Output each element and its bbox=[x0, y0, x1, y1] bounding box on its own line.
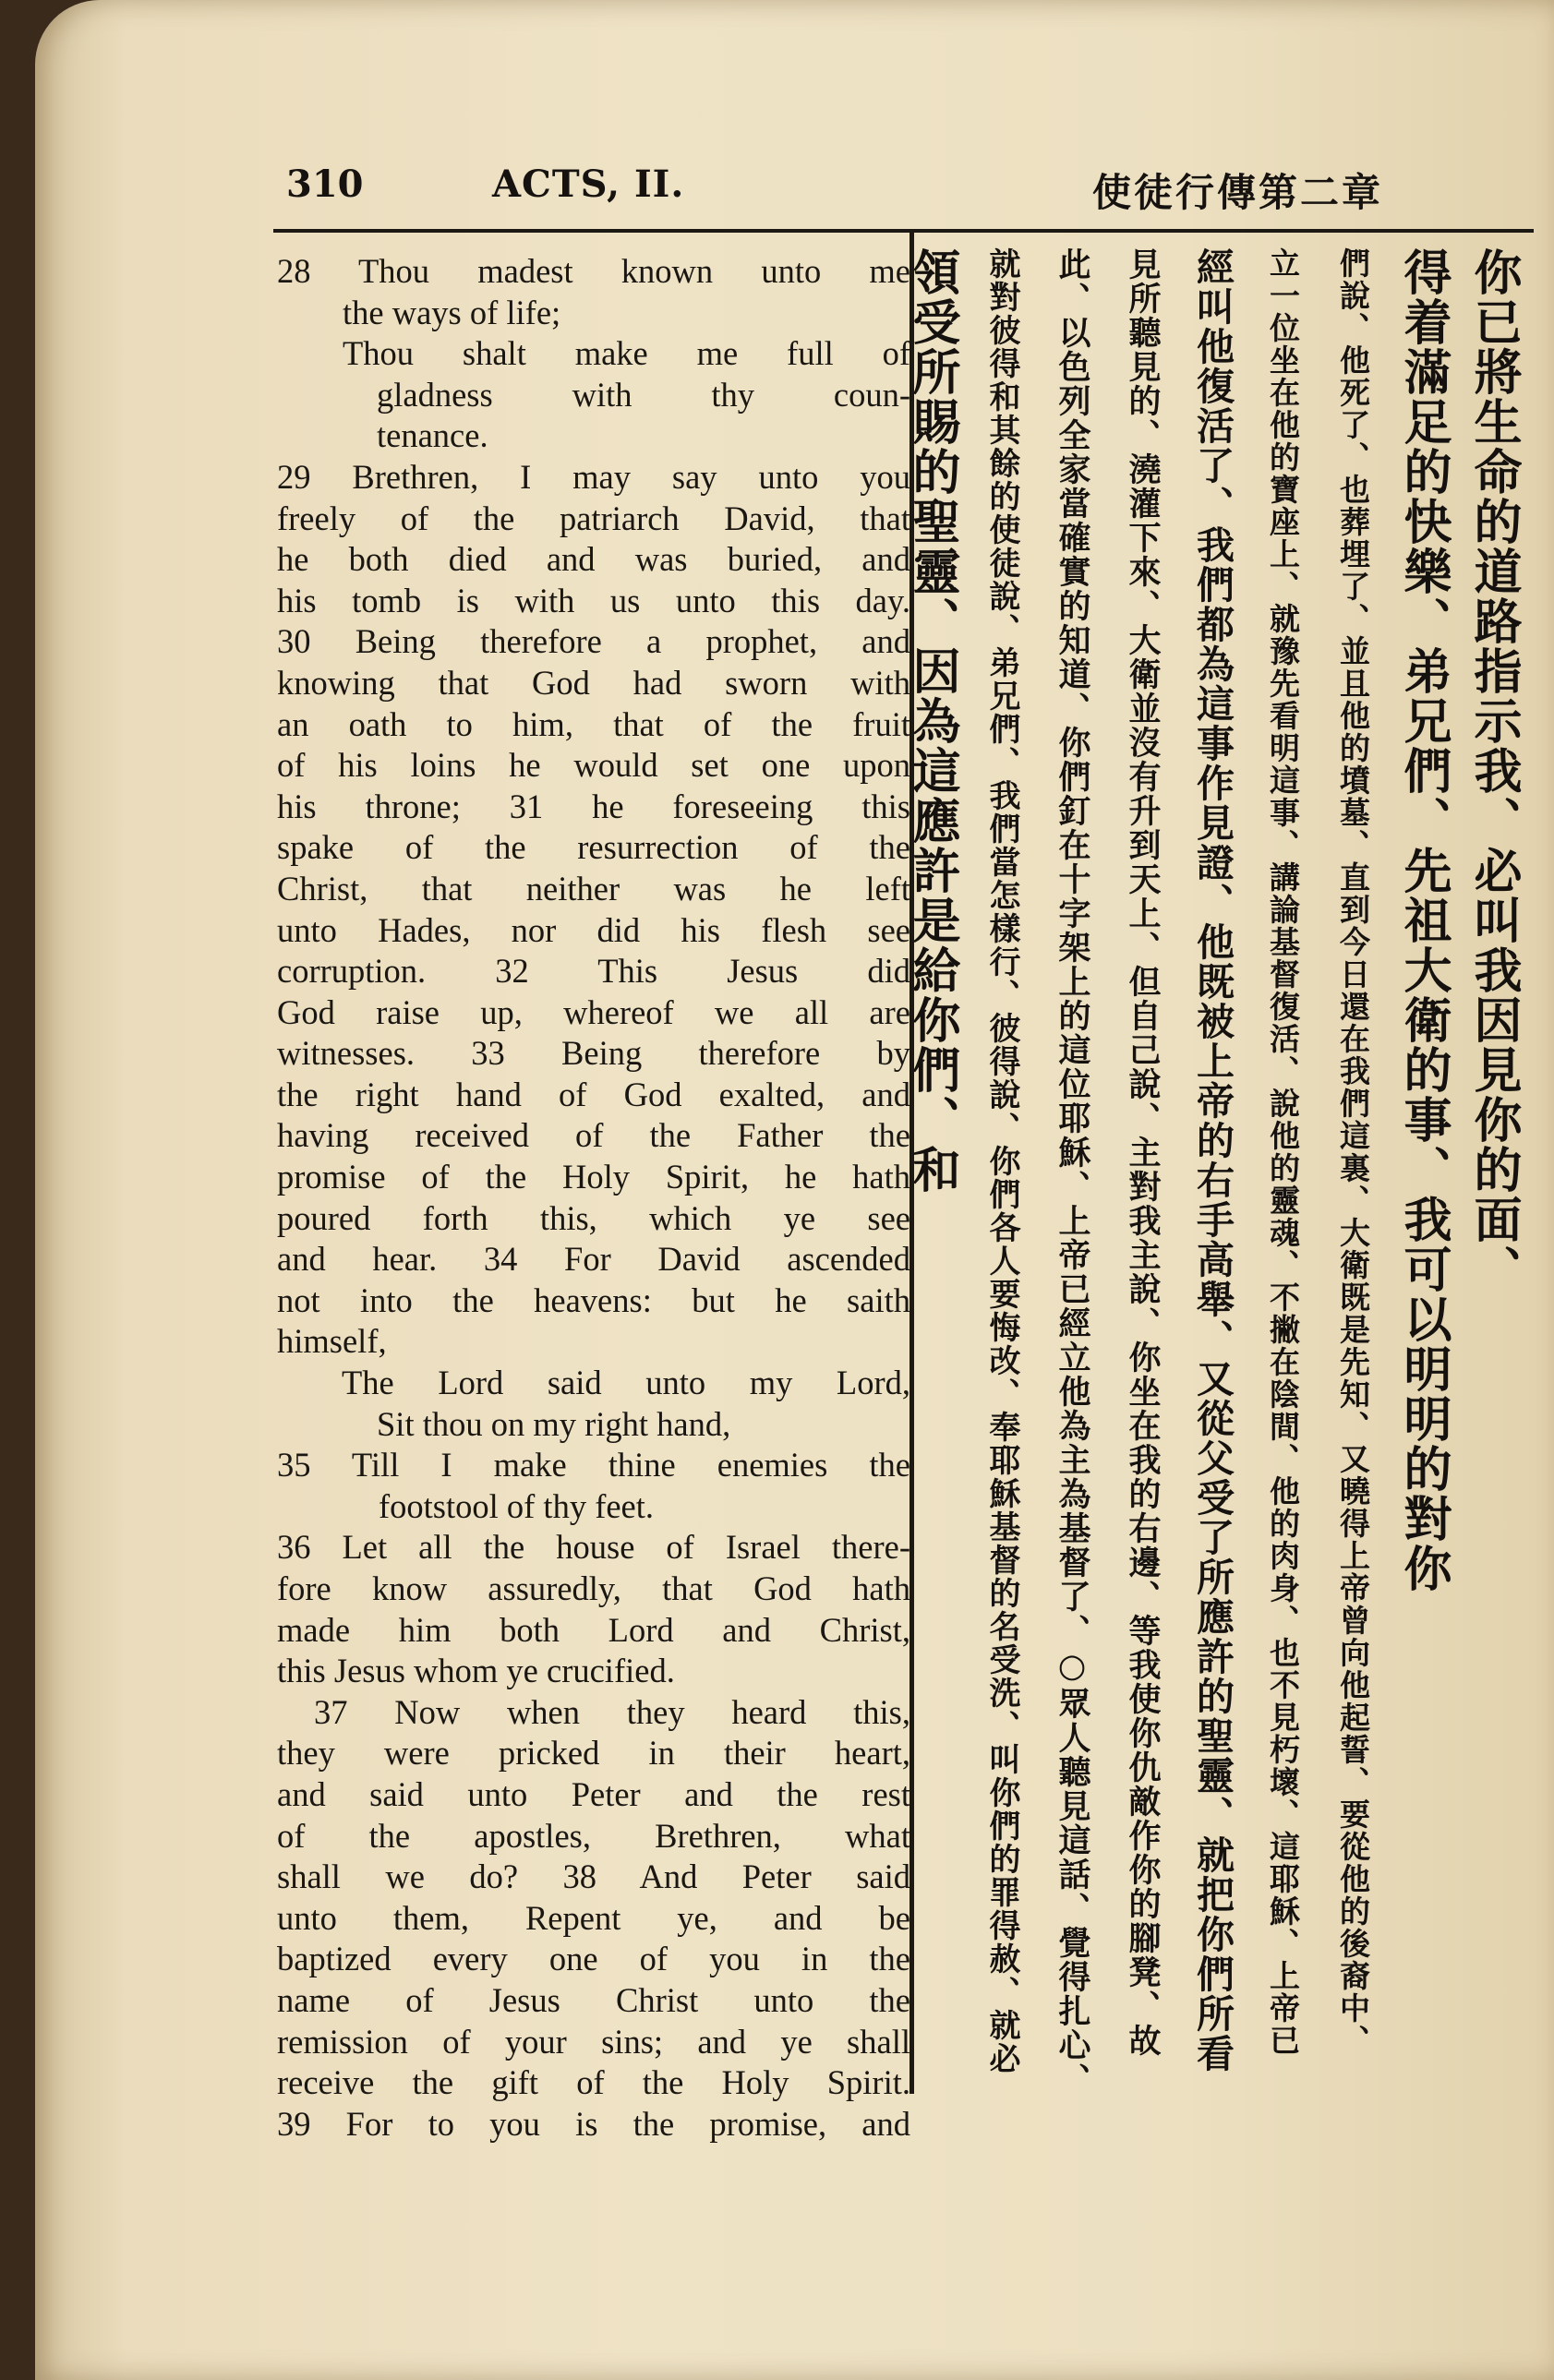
book-page bbox=[35, 0, 1554, 2380]
english-line: 37 Now when they heard this, bbox=[314, 1692, 910, 1731]
english-line: not into the heavens: but he saith bbox=[277, 1280, 910, 1319]
chinese-column: 經叫他復活了、我們都為這事作見證、他既被上帝的右手高舉、又從父受了所應許的聖靈、就把你們所看 bbox=[1190, 247, 1235, 2073]
english-line: baptized every one of you in the bbox=[277, 1940, 910, 1978]
english-line: unto them, Repent ye, and be bbox=[277, 1898, 910, 1937]
english-line: the right hand of God exalted, and bbox=[277, 1075, 910, 1113]
english-line: 29 Brethren, I may say unto you bbox=[277, 457, 910, 496]
chinese-column: 領受所賜的聖靈、因為這應許是給你們、和 bbox=[904, 247, 959, 1195]
english-line: himself, bbox=[277, 1322, 387, 1361]
english-line: 28 Thou madest known unto me bbox=[277, 252, 910, 290]
chinese-column: 就對彼得和其餘的使徒說、弟兄們、我們當怎樣行、彼得說、你們各人要悔改、奉耶穌基督的名受洗、叫你們的罪得赦、就必 bbox=[983, 247, 1020, 2075]
english-line: of the apostles, Brethren, what bbox=[277, 1816, 910, 1855]
page-number: 310 bbox=[286, 162, 364, 206]
english-line: footstool of thy feet. bbox=[379, 1486, 655, 1525]
page-title-english: ACTS, II. bbox=[492, 162, 685, 206]
chinese-column: 們說、他死了、也葬埋了、並且他的墳墓、直到今日還在我們這裏、大衛既是先知、又曉得上帝曾向他起誓、要從他的後裔中、 bbox=[1335, 247, 1371, 2057]
english-line: 30 Being therefore a prophet, and bbox=[277, 622, 910, 661]
english-line: and hear. 34 For David ascended bbox=[277, 1240, 910, 1279]
english-line: Christ, that neither was he left bbox=[277, 869, 910, 908]
english-line: and said unto Peter and the rest bbox=[277, 1774, 910, 1813]
english-line: this Jesus whom ye crucified. bbox=[277, 1652, 675, 1690]
english-line: tenance. bbox=[377, 416, 488, 455]
english-line: freely of the patriarch David, that bbox=[277, 499, 910, 537]
english-line: The Lord said unto my Lord, bbox=[342, 1364, 910, 1402]
english-line: remission of your sins; and ye shall bbox=[277, 2022, 910, 2061]
english-line: shall we do? 38 And Peter said bbox=[277, 1857, 910, 1896]
chinese-column: 此、以色列全家當確實的知道、你們釘在十字架上的這位耶穌、上帝已經立他為主為基督了、○眾人聽見這話、覺得扎心、 bbox=[1054, 247, 1090, 2097]
header-rule bbox=[273, 229, 1534, 233]
page-header bbox=[35, 162, 1554, 218]
english-line: fore know assuredly, that God hath bbox=[277, 1569, 910, 1607]
english-line: poured forth this, which ye see bbox=[277, 1198, 910, 1237]
english-line: witnesses. 33 Being therefore by bbox=[277, 1034, 910, 1073]
chinese-column: 你已將生命的道路指示我、必叫我因見你的面、 bbox=[1465, 247, 1521, 1294]
english-line: Thou shalt make me full of bbox=[343, 334, 910, 373]
english-line: unto Hades, nor did his flesh see bbox=[277, 910, 910, 949]
english-line: he both died and was buried, and bbox=[277, 540, 910, 579]
english-line: 39 For to you is the promise, and bbox=[277, 2104, 910, 2143]
english-line: they were pricked in their heart, bbox=[277, 1734, 910, 1773]
chinese-text-column bbox=[904, 247, 1528, 2103]
english-line: corruption. 32 This Jesus did bbox=[277, 952, 910, 991]
english-line: made him both Lord and Christ, bbox=[277, 1610, 910, 1649]
chinese-column: 得着滿足的快樂、弟兄們、先祖大衛的事、我可以明明的對你 bbox=[1395, 247, 1451, 1593]
english-line: 36 Let all the house of Israel there- bbox=[277, 1528, 910, 1567]
english-line: promise of the Holy Spirit, he hath bbox=[277, 1158, 910, 1196]
english-line: having received of the Father the bbox=[277, 1116, 910, 1155]
english-line: Sit thou on my right hand, bbox=[377, 1404, 731, 1443]
english-line: 35 Till I make thine enemies the bbox=[277, 1446, 910, 1484]
english-line: knowing that God had sworn with bbox=[277, 663, 910, 702]
english-line: the ways of life; bbox=[343, 293, 561, 331]
english-line: gladness with thy coun- bbox=[377, 375, 910, 414]
chinese-column: 立一位坐在他的寶座上、就豫先看明這事、講論基督復活、說他的靈魂、不撇在陰間、他的肉身、也不見朽壞、這耶穌、上帝已 bbox=[1265, 247, 1301, 2057]
english-line: an oath to him, that of the fruit bbox=[277, 704, 910, 743]
english-line: God raise up, whereof we all are bbox=[277, 992, 910, 1031]
english-text-column bbox=[277, 251, 910, 2145]
english-line: of his loins he would set one upon bbox=[277, 746, 910, 785]
english-line: his tomb is with us unto this day. bbox=[277, 581, 910, 619]
english-line: his throne; 31 he foreseeing this bbox=[277, 787, 910, 825]
chinese-column: 見所聽見的、澆灌下來、大衛並沒有升到天上、但自己說、主對我主說、你坐在我的右邊、等我使你仇敵作你的腳凳、故 bbox=[1124, 247, 1161, 2058]
english-line: spake of the resurrection of the bbox=[277, 828, 910, 867]
english-line: receive the gift of the Holy Spirit. bbox=[277, 2063, 910, 2102]
english-line: name of Jesus Christ unto the bbox=[277, 1980, 910, 2019]
page-title-chinese: 使徒行傳第二章 bbox=[1092, 170, 1384, 215]
